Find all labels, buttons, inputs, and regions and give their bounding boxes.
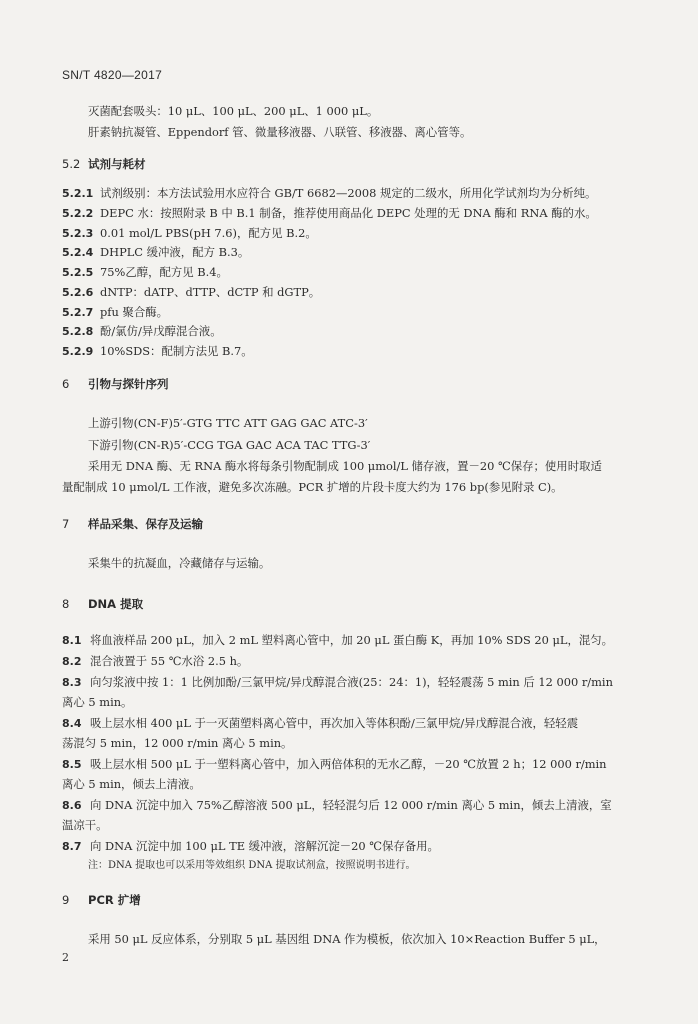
item-text: pfu 聚合酶。 [100,305,169,319]
section-heading-7 [62,517,203,531]
reagent-item [62,344,253,359]
step-text-continued: 温凉干。 [62,818,108,832]
step-text-continued: 离心 5 min，倾去上清液。 [62,777,201,791]
equipment-line: 灭菌配套吸头：10 μL、100 μL、200 μL、1 000 μL。 [88,104,379,118]
dna-step [62,675,613,690]
section-number: 7 [62,517,70,531]
section-heading-8 [62,597,143,611]
dna-step [62,839,439,854]
step-text: 向匀浆液中按 1：1 比例加酚/三氯甲烷/异戊醇混合液(25：24：1)，轻轻震荡 5 min 后 12 000 r/min [90,675,613,689]
step-text: 将血液样品 200 μL，加入 2 mL 塑料离心管中，加 20 μL 蛋白酶 K，再加 10% SDS 20 μL，混匀。 [90,633,614,647]
step-text: 向 DNA 沉淀中加入 75%乙醇溶液 500 μL，轻轻混匀后 12 000 r/min 离心 5 min，倾去上清液，室 [90,798,612,812]
item-text: dNTP：dATP、dTTP、dCTP 和 dGTP。 [100,285,321,299]
item-number: 5.2.1 [62,187,94,200]
primer-paragraph-line: 量配制成 10 μmol/L 工作液，避免多次冻融。PCR 扩增的片段卡度大约为 176 bp(参见附录 C)。 [62,480,563,494]
item-text: 酚/氯仿/异戊醇混合液。 [100,324,222,338]
step-text: 向 DNA 沉淀中加 100 μL TE 缓冲液，溶解沉淀－20 ℃保存备用。 [90,839,439,853]
primer-forward: 上游引物(CN-F)5′-GTG TTC ATT GAG GAC ATC-3′ [88,416,368,430]
step-number: 8.5 [62,758,82,771]
item-number: 5.2.2 [62,207,94,220]
dna-note: 注：DNA 提取也可以采用等效组织 DNA 提取试剂盒，按照说明书进行。 [88,860,416,871]
section-number: 8 [62,597,70,611]
item-number: 5.2.5 [62,266,94,279]
primer-reverse: 下游引物(CN-R)5′-CCG TGA GAC ACA TAC TTG-3′ [88,438,371,452]
step-number: 8.6 [62,799,82,812]
page-number: 2 [62,951,69,964]
step-number: 8.1 [62,634,82,647]
item-text: 75%乙醇，配方见 B.4。 [100,265,228,279]
item-number: 5.2.4 [62,246,94,259]
step-text: 吸上层水相 500 μL 于一塑料离心管中，加入两倍体积的无水乙醇，－20 ℃放置 2 h；12 000 r/min [90,757,607,771]
section-title: 试剂与耗材 [88,157,146,171]
dna-step [62,716,578,731]
primer-paragraph-line: 采用无 DNA 酶、无 RNA 酶水将每条引物配制成 100 μmol/L 储存液，置－20 ℃保存；使用时取适 [88,459,602,473]
dna-step [62,654,248,669]
item-text: DEPC 水：按照附录 B 中 B.1 制备，推荐使用商品化 DEPC 处理的无 DNA 酶和 RNA 酶的水。 [100,206,597,220]
section-7-text: 采集牛的抗凝血，冷藏储存与运输。 [88,556,271,570]
section-title: DNA 提取 [88,597,144,611]
dna-step [62,798,612,813]
item-number: 5.2.3 [62,227,94,240]
item-text: DHPLC 缓冲液，配方 B.3。 [100,245,250,259]
reagent-item [62,186,596,201]
section-number: 9 [62,893,70,907]
section-heading-5-2 [62,157,146,171]
reagent-item [62,324,222,339]
step-text: 吸上层水相 400 μL 于一灭菌塑料离心管中，再次加入等体积酚/三氯甲烷/异戊醇混合液，轻轻震 [90,716,579,730]
standard-number: SN/T 4820—2017 [62,68,163,82]
item-number: 5.2.8 [62,325,94,338]
item-text: 0.01 mol/L PBS(pH 7.6)，配方见 B.2。 [100,226,317,240]
section-title: 样品采集、保存及运输 [88,517,204,531]
section-number: 5.2 [62,157,81,171]
item-text: 10%SDS：配制方法见 B.7。 [100,344,253,358]
step-number: 8.3 [62,676,82,689]
item-number: 5.2.6 [62,286,94,299]
step-number: 8.2 [62,655,82,668]
section-heading-9 [62,893,141,907]
section-title: PCR 扩增 [88,893,141,907]
step-text-continued: 荡混匀 5 min，12 000 r/min 离心 5 min。 [62,736,293,750]
item-text: 试剂级别：本方法试验用水应符合 GB/T 6682—2008 规定的二级水，所用化学试剂均为分析纯。 [100,186,597,200]
reagent-item [62,285,320,300]
reagent-item [62,226,317,241]
reagent-item [62,245,249,260]
section-number: 6 [62,377,70,391]
dna-step [62,633,613,648]
item-number: 5.2.7 [62,306,94,319]
equipment-line: 肝素钠抗凝管、Eppendorf 管、微量移液器、八联管、移液器、离心管等。 [88,125,472,139]
section-heading-6 [62,377,169,391]
step-text-continued: 离心 5 min。 [62,695,133,709]
section-9-text: 采用 50 μL 反应体系，分别取 5 μL 基因组 DNA 作为模板，依次加入 10×Reaction Buffer 5 μL， [88,932,606,946]
reagent-item [62,265,228,280]
dna-step [62,757,607,772]
step-number: 8.7 [62,840,82,853]
reagent-item [62,206,597,221]
reagent-item [62,305,168,320]
item-number: 5.2.9 [62,345,94,358]
step-number: 8.4 [62,717,82,730]
section-title: 引物与探针序列 [88,377,169,391]
step-text: 混合液置于 55 ℃水浴 2.5 h。 [90,654,249,668]
